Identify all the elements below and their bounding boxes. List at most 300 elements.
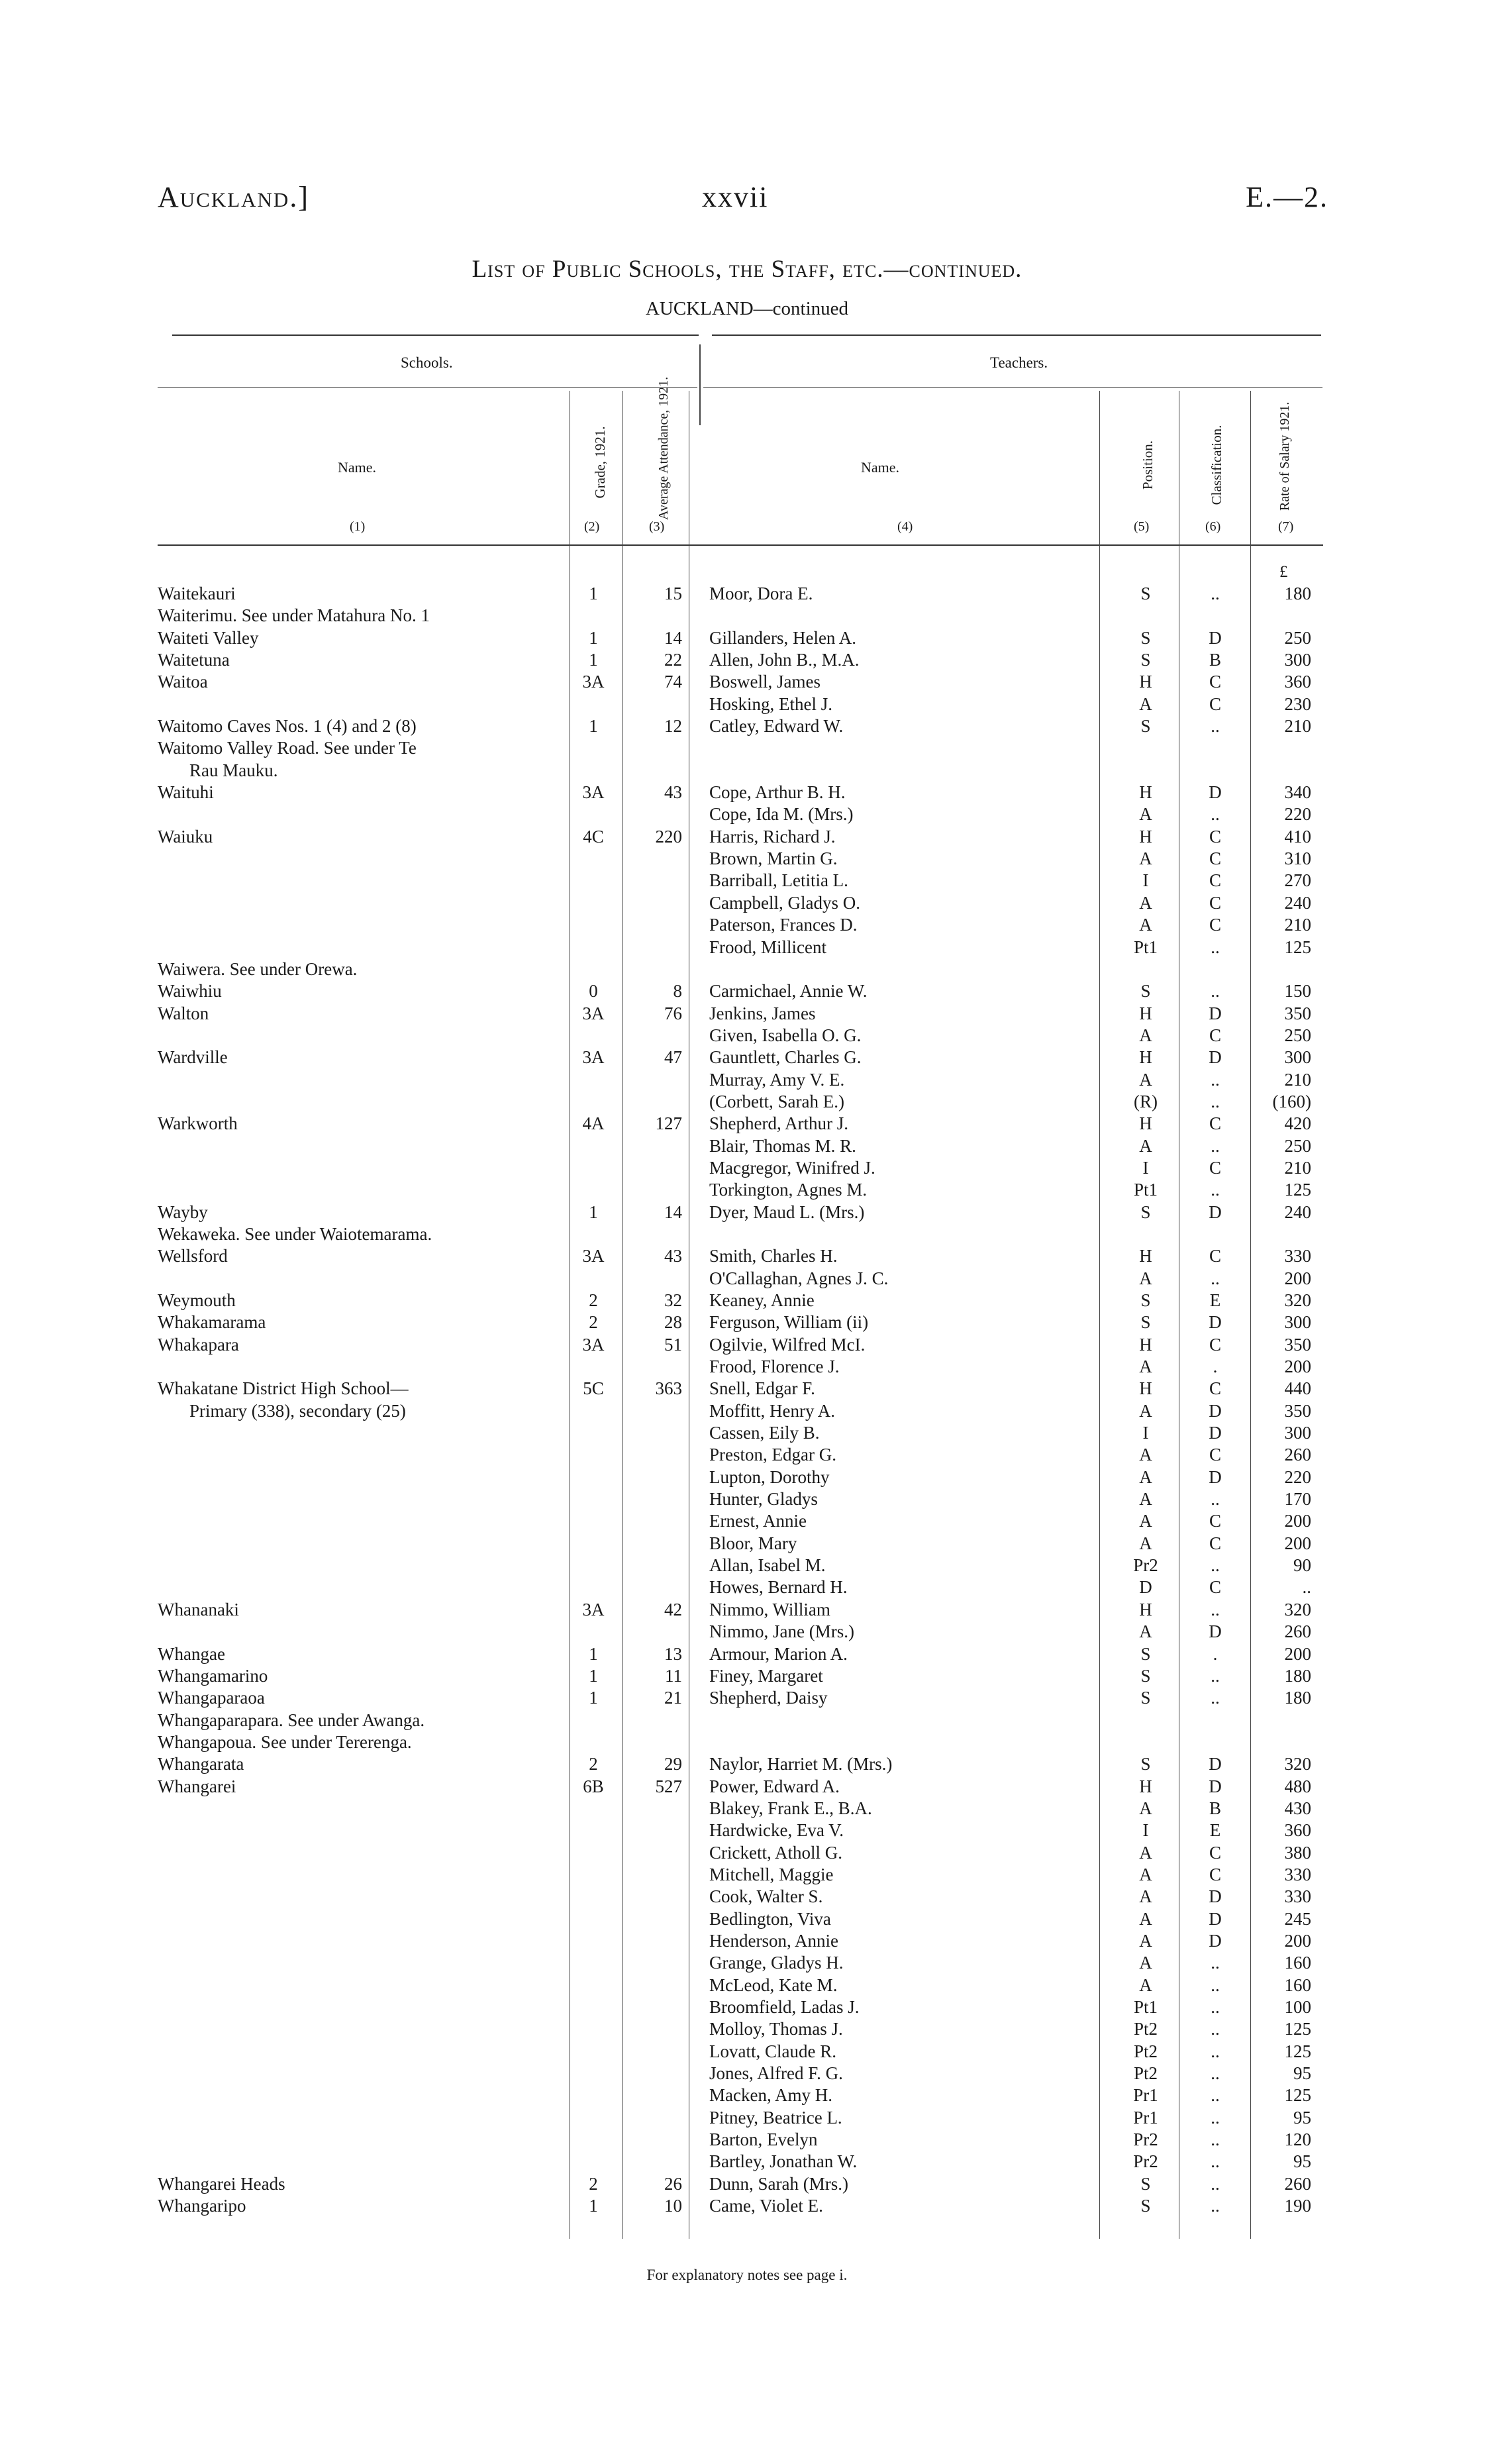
grade-cell: 1 [589,584,598,603]
position-cell: A [1139,1975,1152,1995]
attendance-cell: 22 [664,650,682,670]
classification-cell: C [1209,672,1221,692]
table-row [0,2063,1494,2084]
col-num-7: (7) [1278,519,1294,534]
salary-cell: 250 [1284,627,1311,648]
classification-cell: D [1209,627,1222,648]
position-cell: S [1140,981,1151,1001]
table-row [0,605,1494,627]
classification-cell: C [1209,1246,1221,1266]
grade-cell: 6B [583,1776,604,1796]
position-cell: A [1139,1864,1152,1884]
classification-cell: .. [1211,2130,1220,2150]
table-row [0,1687,1494,1709]
school-name-cell: Whangaripo [158,2196,246,2216]
grade-cell: 1 [589,716,598,737]
salary-cell: 260 [1284,2173,1311,2194]
group-label-schools: Schools. [401,354,453,371]
teacher-name-cell: Grange, Gladys H. [709,1953,844,1973]
position-cell: H [1139,1378,1152,1399]
salary-cell: 350 [1284,1400,1311,1421]
table-row [0,627,1494,649]
group-rule-teachers [703,387,1322,388]
table-row [0,1753,1494,1775]
table-row [0,1268,1494,1290]
running-header-right: E.—2. [1246,181,1328,213]
grade-cell: 3A [582,672,605,692]
grade-cell: 4A [582,1113,605,1134]
table-row [0,1047,1494,1068]
teacher-name-cell: Crickett, Atholl G. [709,1842,842,1863]
salary-cell: 230 [1284,693,1311,714]
salary-cell: 350 [1284,1003,1311,1023]
position-cell: A [1139,892,1152,913]
col-num-3: (3) [649,519,665,534]
teacher-name-cell: Cassen, Eily B. [709,1423,820,1443]
salary-cell: 150 [1284,981,1311,1001]
col-num-1: (1) [350,519,366,534]
teacher-name-cell: Came, Violet E. [709,2196,823,2216]
salary-cell: 95 [1293,2151,1311,2172]
classification-cell: .. [1211,1665,1220,1686]
teacher-name-cell: Dyer, Maud L. (Mrs.) [709,1202,865,1222]
table-row [0,1643,1494,1665]
salary-cell: 330 [1284,1886,1311,1907]
table-row [0,649,1494,671]
classification-cell: D [1209,1466,1222,1487]
attendance-cell: 220 [655,826,682,847]
attendance-cell: 26 [664,2173,682,2194]
teacher-name-cell: Frood, Millicent [709,937,826,957]
table-row [0,1135,1494,1157]
table-row [0,1930,1494,1952]
salary-cell: 480 [1284,1776,1311,1796]
position-cell: A [1139,1445,1152,1465]
page-number: xxvii [702,181,769,213]
table-row [0,715,1494,737]
table-row [0,1975,1494,1996]
position-cell: H [1139,1776,1152,1796]
teacher-name-cell: Molloy, Thomas J. [709,2019,843,2039]
position-cell: A [1139,1511,1152,1531]
classification-cell: . [1213,1357,1218,1377]
position-cell: S [1140,584,1151,603]
salary-cell: 180 [1284,1688,1311,1708]
position-cell: A [1139,848,1152,869]
teacher-name-cell: Preston, Edgar G. [709,1445,836,1465]
attendance-cell: 43 [664,782,682,803]
salary-cell: 200 [1284,1643,1311,1664]
position-cell: S [1140,1290,1151,1310]
table-row [0,1710,1494,1731]
attendance-cell: 42 [664,1599,682,1619]
classification-cell: E [1209,1290,1221,1310]
classification-cell: .. [1211,2019,1220,2039]
col-head-classification: Classification. [1209,425,1224,505]
attendance-cell: 8 [673,981,682,1001]
teacher-name-cell: Gillanders, Helen A. [709,627,856,648]
table-row [0,1599,1494,1621]
school-name-cell: Primary (338), secondary (25) [189,1400,406,1421]
attendance-cell: 127 [655,1113,682,1134]
salary-cell: (160) [1272,1091,1311,1111]
school-name-cell: Waiuku [158,826,213,847]
salary-cell: 210 [1284,915,1311,935]
table-row [0,848,1494,870]
table-row [0,1621,1494,1643]
teacher-name-cell: Harris, Richard J. [709,826,836,847]
position-cell: Pt1 [1133,1997,1158,2017]
salary-cell: 120 [1284,2130,1311,2150]
attendance-cell: 10 [664,2196,682,2216]
teacher-name-cell: Mitchell, Maggie [709,1864,834,1884]
grade-cell: 2 [589,1290,598,1310]
salary-cell: 170 [1284,1489,1311,1510]
school-name-cell: Waitomo Caves Nos. 1 (4) and 2 (8) [158,716,417,737]
table-row [0,1069,1494,1091]
classification-cell: .. [1211,981,1220,1001]
running-header-left: Auckland.] [158,181,309,213]
salary-cell: 440 [1284,1378,1311,1399]
grade-cell: 3A [582,1334,605,1355]
position-cell: H [1139,1003,1152,1023]
school-name-cell: Whangaparapara. See under Awanga. [158,1710,425,1730]
salary-cell: 220 [1284,1466,1311,1487]
table-row [0,1510,1494,1532]
salary-cell: 200 [1284,1268,1311,1288]
table-row [0,1731,1494,1753]
table-row [0,803,1494,825]
attendance-cell: 74 [664,672,682,692]
divider-schools-teachers [699,344,701,425]
salary-cell: 350 [1284,1334,1311,1355]
salary-cell: 360 [1284,672,1311,692]
attendance-cell: 76 [664,1003,682,1023]
position-cell: A [1139,1025,1152,1045]
salary-cell: 95 [1293,2107,1311,2128]
table-row [0,826,1494,848]
classification-cell: .. [1211,1953,1220,1973]
grade-cell: 1 [589,1202,598,1222]
position-cell: S [1140,1643,1151,1664]
position-cell: H [1139,826,1152,847]
table-row [0,1223,1494,1245]
position-cell: Pr2 [1133,2151,1158,2172]
classification-cell: .. [1211,2196,1220,2216]
position-cell: A [1139,1466,1152,1487]
attendance-cell: 21 [664,1688,682,1708]
position-cell: H [1139,1113,1152,1134]
classification-cell: C [1209,1378,1221,1399]
attendance-cell: 11 [665,1665,682,1686]
classification-cell: .. [1211,1599,1220,1619]
school-name-cell: Waitekauri [158,584,236,603]
table-row [0,1533,1494,1555]
classification-cell: D [1209,1886,1222,1907]
position-cell: I [1142,870,1149,891]
classification-cell: D [1209,1776,1222,1796]
table-row [0,1422,1494,1444]
salary-cell: 125 [1284,2041,1311,2061]
teacher-name-cell: Cope, Ida M. (Mrs.) [709,804,854,825]
teacher-name-cell: Keaney, Annie [709,1290,815,1310]
classification-cell: .. [1211,1180,1220,1200]
teacher-name-cell: Finey, Margaret [709,1665,823,1686]
school-name-cell: Whangarata [158,1754,244,1774]
teacher-name-cell: O'Callaghan, Agnes J. C. [709,1268,889,1288]
salary-cell: 125 [1284,1180,1311,1200]
position-cell: S [1140,1665,1151,1686]
position-cell: S [1140,2173,1151,2194]
salary-cell: 125 [1284,937,1311,957]
classification-cell: C [1209,870,1221,891]
school-name-cell: Weymouth [158,1290,236,1310]
classification-cell: D [1209,1400,1222,1421]
grade-cell: 5C [583,1378,604,1399]
classification-cell: C [1209,848,1221,869]
salary-cell: 250 [1284,1025,1311,1045]
classification-cell: .. [1211,2173,1220,2194]
classification-cell: D [1209,1908,1222,1929]
table-row [0,1952,1494,1974]
position-cell: A [1139,915,1152,935]
salary-cell: 210 [1284,1157,1311,1178]
grade-cell: 3A [582,782,605,803]
teacher-name-cell: Lovatt, Claude R. [709,2041,836,2061]
position-cell: A [1139,1953,1152,1973]
classification-cell: D [1209,1423,1222,1443]
teacher-name-cell: Howes, Bernard H. [709,1577,848,1598]
salary-cell: 245 [1284,1908,1311,1929]
table-row [0,2018,1494,2040]
teacher-name-cell: Power, Edward A. [709,1776,840,1796]
table-row [0,1488,1494,1510]
teacher-name-cell: Ernest, Annie [709,1511,807,1531]
position-cell: A [1139,1135,1152,1156]
teacher-name-cell: Jones, Alfred F. G. [709,2063,843,2084]
position-cell: (R) [1134,1091,1158,1111]
salary-cell: 240 [1284,892,1311,913]
position-cell: H [1139,782,1152,803]
classification-cell: .. [1211,2063,1220,2084]
salary-cell: 380 [1284,1842,1311,1863]
school-name-cell: Waituhi [158,782,214,803]
position-cell: A [1139,1886,1152,1907]
teacher-name-cell: Ogilvie, Wilfred McI. [709,1334,866,1355]
group-label-teachers: Teachers. [990,354,1048,371]
group-rule-schools [158,387,697,388]
salary-cell: 90 [1293,1555,1311,1576]
table-row [0,693,1494,715]
school-name-cell: Wekaweka. See under Waiotemarama. [158,1223,432,1244]
classification-cell: C [1209,1334,1221,1355]
school-name-cell: Whangamarino [158,1665,268,1686]
salary-cell: 250 [1284,1135,1311,1156]
classification-cell: .. [1211,2107,1220,2128]
attendance-cell: 51 [664,1334,682,1355]
classification-cell: D [1209,1047,1222,1068]
classification-cell: D [1209,1621,1222,1642]
teacher-name-cell: McLeod, Kate M. [709,1975,838,1995]
table-row [0,1665,1494,1687]
table-row [0,1003,1494,1025]
position-cell: H [1139,1047,1152,1068]
position-cell: S [1140,1312,1151,1333]
position-cell: A [1139,1908,1152,1929]
teacher-name-cell: Pitney, Beatrice L. [709,2107,842,2128]
position-cell: A [1139,1798,1152,1818]
classification-cell: D [1209,1754,1222,1774]
salary-cell: 320 [1284,1599,1311,1619]
salary-cell: 260 [1284,1445,1311,1465]
col-num-2: (2) [584,519,600,534]
classification-cell: .. [1211,716,1220,737]
teacher-name-cell: Hosking, Ethel J. [709,693,832,714]
teacher-name-cell: Gauntlett, Charles G. [709,1047,862,1068]
salary-cell: 260 [1284,1621,1311,1642]
position-cell: I [1142,1820,1149,1841]
salary-cell: 320 [1284,1290,1311,1310]
teacher-name-cell: Armour, Marion A. [709,1643,848,1664]
grade-cell: 2 [589,1754,598,1774]
teacher-name-cell: Brown, Martin G. [709,848,838,869]
teacher-name-cell: Naylor, Harriet M. (Mrs.) [709,1754,893,1774]
table-row [0,892,1494,914]
table-row [0,1157,1494,1179]
teacher-name-cell: Moor, Dora E. [709,584,813,603]
teacher-name-cell: Jenkins, James [709,1003,816,1023]
teacher-name-cell: Bedlington, Viva [709,1908,831,1929]
salary-cell: 160 [1284,1953,1311,1973]
position-cell: H [1139,1334,1152,1355]
table-row [0,671,1494,693]
attendance-cell: 14 [664,1202,682,1222]
grade-cell: 1 [589,627,598,648]
table-row [0,1179,1494,1201]
school-name-cell: Waitomo Valley Road. See under Te [158,738,417,758]
grade-cell: 0 [589,981,598,1001]
salary-cell: 100 [1284,1997,1311,2017]
grade-cell: 1 [589,2196,598,2216]
teacher-name-cell: Catley, Edward W. [709,716,844,737]
teacher-name-cell: Barton, Evelyn [709,2130,818,2150]
school-name-cell: Wellsford [158,1246,228,1266]
table-row [0,1864,1494,1886]
salary-cell: 300 [1284,1423,1311,1443]
classification-cell: .. [1211,1091,1220,1111]
position-cell: A [1139,1533,1152,1553]
col-head-grade: Grade, 1921. [592,426,608,499]
table-row [0,2151,1494,2173]
teacher-name-cell: Blakey, Frank E., B.A. [709,1798,872,1818]
position-cell: S [1140,2196,1151,2216]
position-cell: Pr2 [1133,1555,1158,1576]
table-row [0,2084,1494,2106]
position-cell: S [1140,1202,1151,1222]
classification-cell: C [1209,1445,1221,1465]
table-row [0,1576,1494,1598]
school-name-cell: Warkworth [158,1113,238,1134]
classification-cell: C [1209,1113,1221,1134]
grade-cell: 1 [589,1665,598,1686]
classification-cell: .. [1211,2085,1220,2106]
position-cell: I [1142,1423,1149,1443]
salary-cell: 410 [1284,826,1311,847]
school-name-cell: Whananaki [158,1599,239,1619]
grade-cell: 3A [582,1246,605,1266]
salary-cell: 240 [1284,1202,1311,1222]
attendance-cell: 32 [664,1290,682,1310]
classification-cell: .. [1211,1688,1220,1708]
salary-cell: 190 [1284,2196,1311,2216]
teacher-name-cell: Hardwicke, Eva V. [709,1820,844,1841]
classification-cell: C [1209,826,1221,847]
classification-cell: .. [1211,804,1220,825]
salary-cell: 200 [1284,1357,1311,1377]
table-row [0,1400,1494,1422]
classification-cell: .. [1211,1997,1220,2017]
classification-cell: C [1209,693,1221,714]
teacher-name-cell: Hunter, Gladys [709,1489,818,1510]
teacher-name-cell: Blair, Thomas M. R. [709,1135,856,1156]
position-cell: A [1139,1069,1152,1090]
col-num-4: (4) [897,519,913,534]
table-row [0,1378,1494,1400]
teacher-name-cell: Ferguson, William (ii) [709,1312,869,1333]
teacher-name-cell: Murray, Amy V. E. [709,1069,845,1090]
attendance-cell: 13 [664,1643,682,1664]
table-row [0,2195,1494,2217]
salary-cell: 310 [1284,848,1311,869]
page-title: List of Public Schools, the Staff, etc.—continued. [472,256,1022,283]
table-row [0,980,1494,1002]
teacher-name-cell: Paterson, Frances D. [709,915,858,935]
grade-cell: 1 [589,1688,598,1708]
position-cell: A [1139,1268,1152,1288]
position-cell: A [1139,804,1152,825]
classification-cell: .. [1211,2041,1220,2061]
grade-cell: 1 [589,650,598,670]
table-row [0,1356,1494,1378]
teacher-name-cell: Shepherd, Daisy [709,1688,828,1708]
position-cell: H [1139,1246,1152,1266]
teacher-name-cell: Campbell, Gladys O. [709,892,860,913]
position-cell: H [1139,672,1152,692]
position-cell: A [1139,1400,1152,1421]
school-name-cell: Whangarei [158,1776,236,1796]
salary-cell: 160 [1284,1975,1311,1995]
classification-cell: D [1209,1202,1222,1222]
position-cell: Pr1 [1133,2107,1158,2128]
col-head-teacher-name: Name. [861,459,900,476]
table-row [0,1290,1494,1311]
col-head-salary-text: Rate of Salary 1921. [1277,401,1292,511]
salary-cell: 330 [1284,1864,1311,1884]
classification-cell: .. [1211,1489,1220,1510]
salary-cell: 180 [1284,1665,1311,1686]
classification-cell: C [1209,1864,1221,1884]
position-cell: Pr1 [1133,2085,1158,2106]
teacher-name-cell: Carmichael, Annie W. [709,981,868,1001]
attendance-cell: 15 [664,584,682,603]
school-name-cell: Walton [158,1003,209,1023]
table-row [0,1996,1494,2018]
currency-symbol: £ [1279,563,1288,581]
table-row [0,1025,1494,1047]
salary-cell: 430 [1284,1798,1311,1818]
teacher-name-cell: Shepherd, Arthur J. [709,1113,848,1134]
teacher-name-cell: Barriball, Letitia L. [709,870,848,891]
